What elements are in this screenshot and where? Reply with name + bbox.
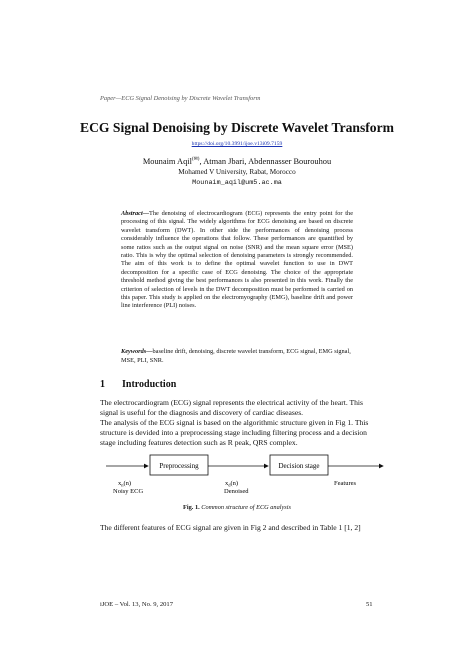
affiliation: Mohamed V University, Rabat, Morocco [178, 168, 296, 176]
keywords-label: Keywords— [121, 348, 153, 355]
block-diagram [100, 452, 390, 502]
abstract-text: The denoising of electrocardiogram (ECG) represents the entry point for the processing of this signal. The widely algorithms for ECG denoising are based on discrete wavelet transform (DWT). In other side the performances of denoising process considerably influence the operations that follow. These performances are quantified by some ratios such as the output signal on noise (SNR) and the mean square error (MSE) ratio. This is why the optimal selection of denoising parameters is strongly recommended. The aim of this work is to define the optimal wavelet function to use in DWT decomposition for a specific case of ECG denoising. The choice of the appropriate threshold method giving the best performances is also presented in this work. Finally the criterion of selection of levels in the DWT decomposition must be performed is carried on this paper. This study is applied on the electromyography (EMG), baseline drift and power line interference (PLI) noises. [121, 210, 353, 310]
paper-title: ECG Signal Denoising by Discrete Wavelet Transform [80, 120, 394, 135]
denoised-signal-symbol: $x_d(n)$ [225, 480, 239, 488]
figure-caption [0, 504, 474, 511]
intro-paragraph-1: The electrocardiogram (ECG) signal represents the electrical activity of the heart. This signal is useful for the diagnosis and discovery of cardiac diseases. [100, 398, 364, 417]
intro-paragraph-2: The analysis of the ECG signal is based on the algorithmic structure given in Fig 1. This structure is devided into a preprocessing stage including filtering process and a decision stage including features detection such as R peak, QRS complex. [100, 418, 369, 447]
features-label: Features [334, 480, 357, 487]
other-authors: , Atman Jbari, Abdennasser Bourouhou [199, 156, 332, 166]
denoised-signal-label: Denoised [224, 488, 249, 495]
intro-paragraph-3: The different features of ECG signal are given in Fig 2 and described in Table 1 [1, 2] [100, 523, 361, 532]
figure-block-diagram [100, 452, 390, 507]
running-header: Paper—ECG Signal Denoising by Discrete Wavelet Transform [100, 95, 261, 102]
section-number: 1 [100, 379, 105, 390]
doi-link[interactable]: https://doi.org/10.3991/ijoe.v13i09.7159 [191, 141, 283, 147]
decision-stage-label: Decision stage [278, 462, 320, 470]
caption-text: Common structure of ECG analysis [201, 504, 291, 511]
section-title: Introduction [122, 379, 177, 390]
abstract [121, 210, 353, 311]
caption-label: Fig. 1. [183, 504, 200, 511]
author-list [0, 156, 474, 166]
section-heading [100, 379, 176, 390]
page-number: 51 [366, 601, 373, 608]
keywords [121, 347, 353, 365]
input-signal-symbol: $x_n(n)$ [118, 480, 132, 488]
abstract-label: Abstract— [121, 210, 149, 217]
input-signal-label: Noisy ECG [113, 488, 144, 495]
preprocessing-label: Preprocessing [159, 462, 199, 470]
author-email[interactable]: Mounaim_aqil@um5.ac.ma [192, 179, 282, 187]
journal-footer: iJOE ‒ Vol. 13, No. 9, 2017 [100, 601, 174, 608]
corresponding-author-mark: (✉) [191, 157, 200, 162]
first-author: Mounaim Aqil [142, 156, 192, 166]
keywords-text: baseline drift, denoising, discrete wavelet transform, ECG signal, EMG signal, MSE, PLI, SNR. [121, 348, 351, 364]
